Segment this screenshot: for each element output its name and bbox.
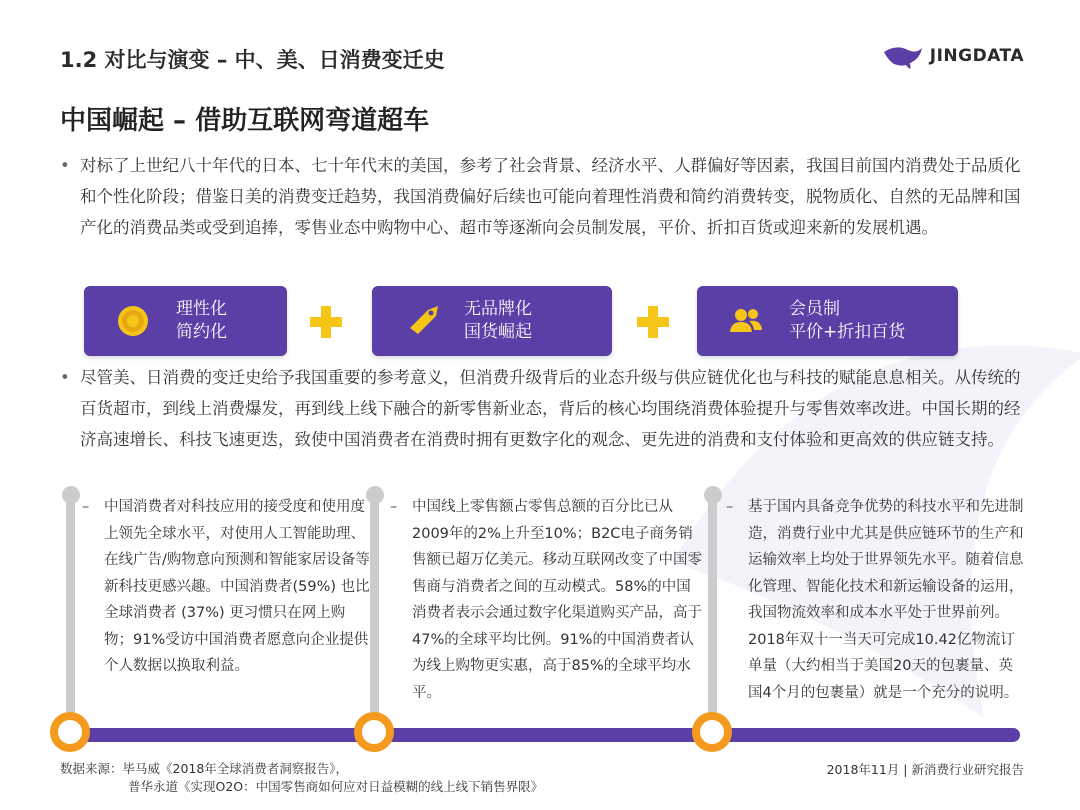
- page-subtitle: 中国崛起 – 借助互联网弯道超车: [60, 106, 430, 136]
- source-line-2: 普华永道《实现O2O：中国零售商如何应对日益模糊的线上线下销售界限》: [128, 779, 544, 794]
- timeline-paragraph: 基于国内具备竞争优势的科技水平和先进制造，消费行业中尤其是供应链环节的生产和运输效率上均处于世界领先水平。随着信息化管理、智能化技术和新运输设备的运用，我国物流效率和成本水平处于世界前列。2018年双十一当天可完成10.42亿物流订单量（大约相当于美国20天的包裹量、英国4个月的包裹量）就是一个充分的说明。: [748, 499, 1024, 701]
- bullet-text: 尽管美、日消费的变迁史给予我国重要的参考意义，但消费升级背后的业态升级与供应链优化也与科技的赋能息息相关。从传统的百货超市，到线上消费爆发，再到线上线下融合的新零售新业态，背后的核心均围绕消费体验提升与零售效率改进。中国长期的经济高速增长、科技飞速更迭，致使中国消费者在消费时拥有更数字化的观念、更先进的消费和支付体验和更高效的供应链支持。: [80, 368, 1021, 449]
- timeline-stem: [708, 494, 717, 730]
- bullet-paragraph-2: [60, 362, 1030, 455]
- dash-marker: –: [726, 499, 734, 515]
- feature-box-membership: [697, 286, 958, 356]
- report-footer: 2018年11月 | 新消费行业研究报告: [826, 762, 1024, 777]
- members-icon: [723, 298, 769, 344]
- feature-line-1: 无品牌化: [464, 299, 532, 319]
- source-line-1: 数据来源：毕马威《2018年全球消费者洞察报告》，: [60, 761, 349, 776]
- section-title: 1.2 对比与演变 – 中、美、日消费变迁史: [60, 48, 445, 72]
- timeline-node: [50, 712, 90, 752]
- feature-line-1: 理性化: [176, 299, 227, 319]
- data-source: [60, 760, 543, 796]
- timeline-text-3: [726, 494, 1026, 706]
- bullet-text: 对标了上世纪八十年代的日本、七十年代末的美国，参考了社会背景、经济水平、人群偏好等因素，我国目前国内消费处于品质化和个性化阶段；借鉴日美的消费变迁趋势，我国消费偏好后续也可能向着理性消费和简约消费转变，脱物质化、自然的无品牌和国产化的消费品类或受到追捧，零售业态中购物中心、超市等逐渐向会员制发展，平价、折扣百货或迎来新的发展机遇。: [80, 156, 1021, 237]
- timeline-bar: [60, 728, 1020, 742]
- jingdata-logo: [882, 42, 1024, 70]
- timeline-paragraph: 中国消费者对科技应用的接受度和使用度上领先全球水平，对使用人工智能助理、在线广告/购物意向预测和智能家居设备等新科技更感兴趣。中国消费者(59%) 也比全球消费者 (37%) 更习惯只在网上购物；91%受访中国消费者愿意向企业提供个人数据以换取利益。: [104, 499, 370, 674]
- whale-icon: [882, 42, 924, 70]
- feature-line-2: 国货崛起: [464, 322, 532, 342]
- plus-icon: [635, 304, 671, 340]
- dash-marker: –: [390, 499, 398, 515]
- timeline-stem: [66, 494, 75, 730]
- feature-box-no-brand: [372, 286, 612, 356]
- timeline-node: [354, 712, 394, 752]
- timeline-paragraph: 中国线上零售额占零售总额的百分比已从2009年的2%上升至10%；B2C电子商务销售额已超万亿美元。移动互联网改变了中国零售商与消费者之间的互动模式。58%的中国消费者表示会通过数字化渠道购买产品，高于47%的全球平均比例。91%的中国消费者认为线上购物更实惠，高于85%的全球平均水平。: [412, 499, 702, 701]
- timeline-node: [692, 712, 732, 752]
- price-tag-icon: [398, 298, 444, 344]
- bullet-dot: •: [60, 156, 70, 175]
- timeline-text-1: [82, 494, 372, 680]
- feature-line-2: 简约化: [176, 322, 227, 342]
- coin-icon: [110, 298, 156, 344]
- bullet-paragraph-1: [60, 150, 1030, 243]
- dash-marker: –: [82, 499, 90, 515]
- logo-text: JINGDATA: [929, 46, 1024, 66]
- feature-line-1: 会员制: [789, 299, 840, 319]
- feature-line-2: 平价+折扣百货: [789, 322, 906, 342]
- timeline-text-2: [390, 494, 702, 706]
- feature-box-rational: [84, 286, 287, 356]
- bullet-dot: •: [60, 368, 70, 387]
- plus-icon: [308, 304, 344, 340]
